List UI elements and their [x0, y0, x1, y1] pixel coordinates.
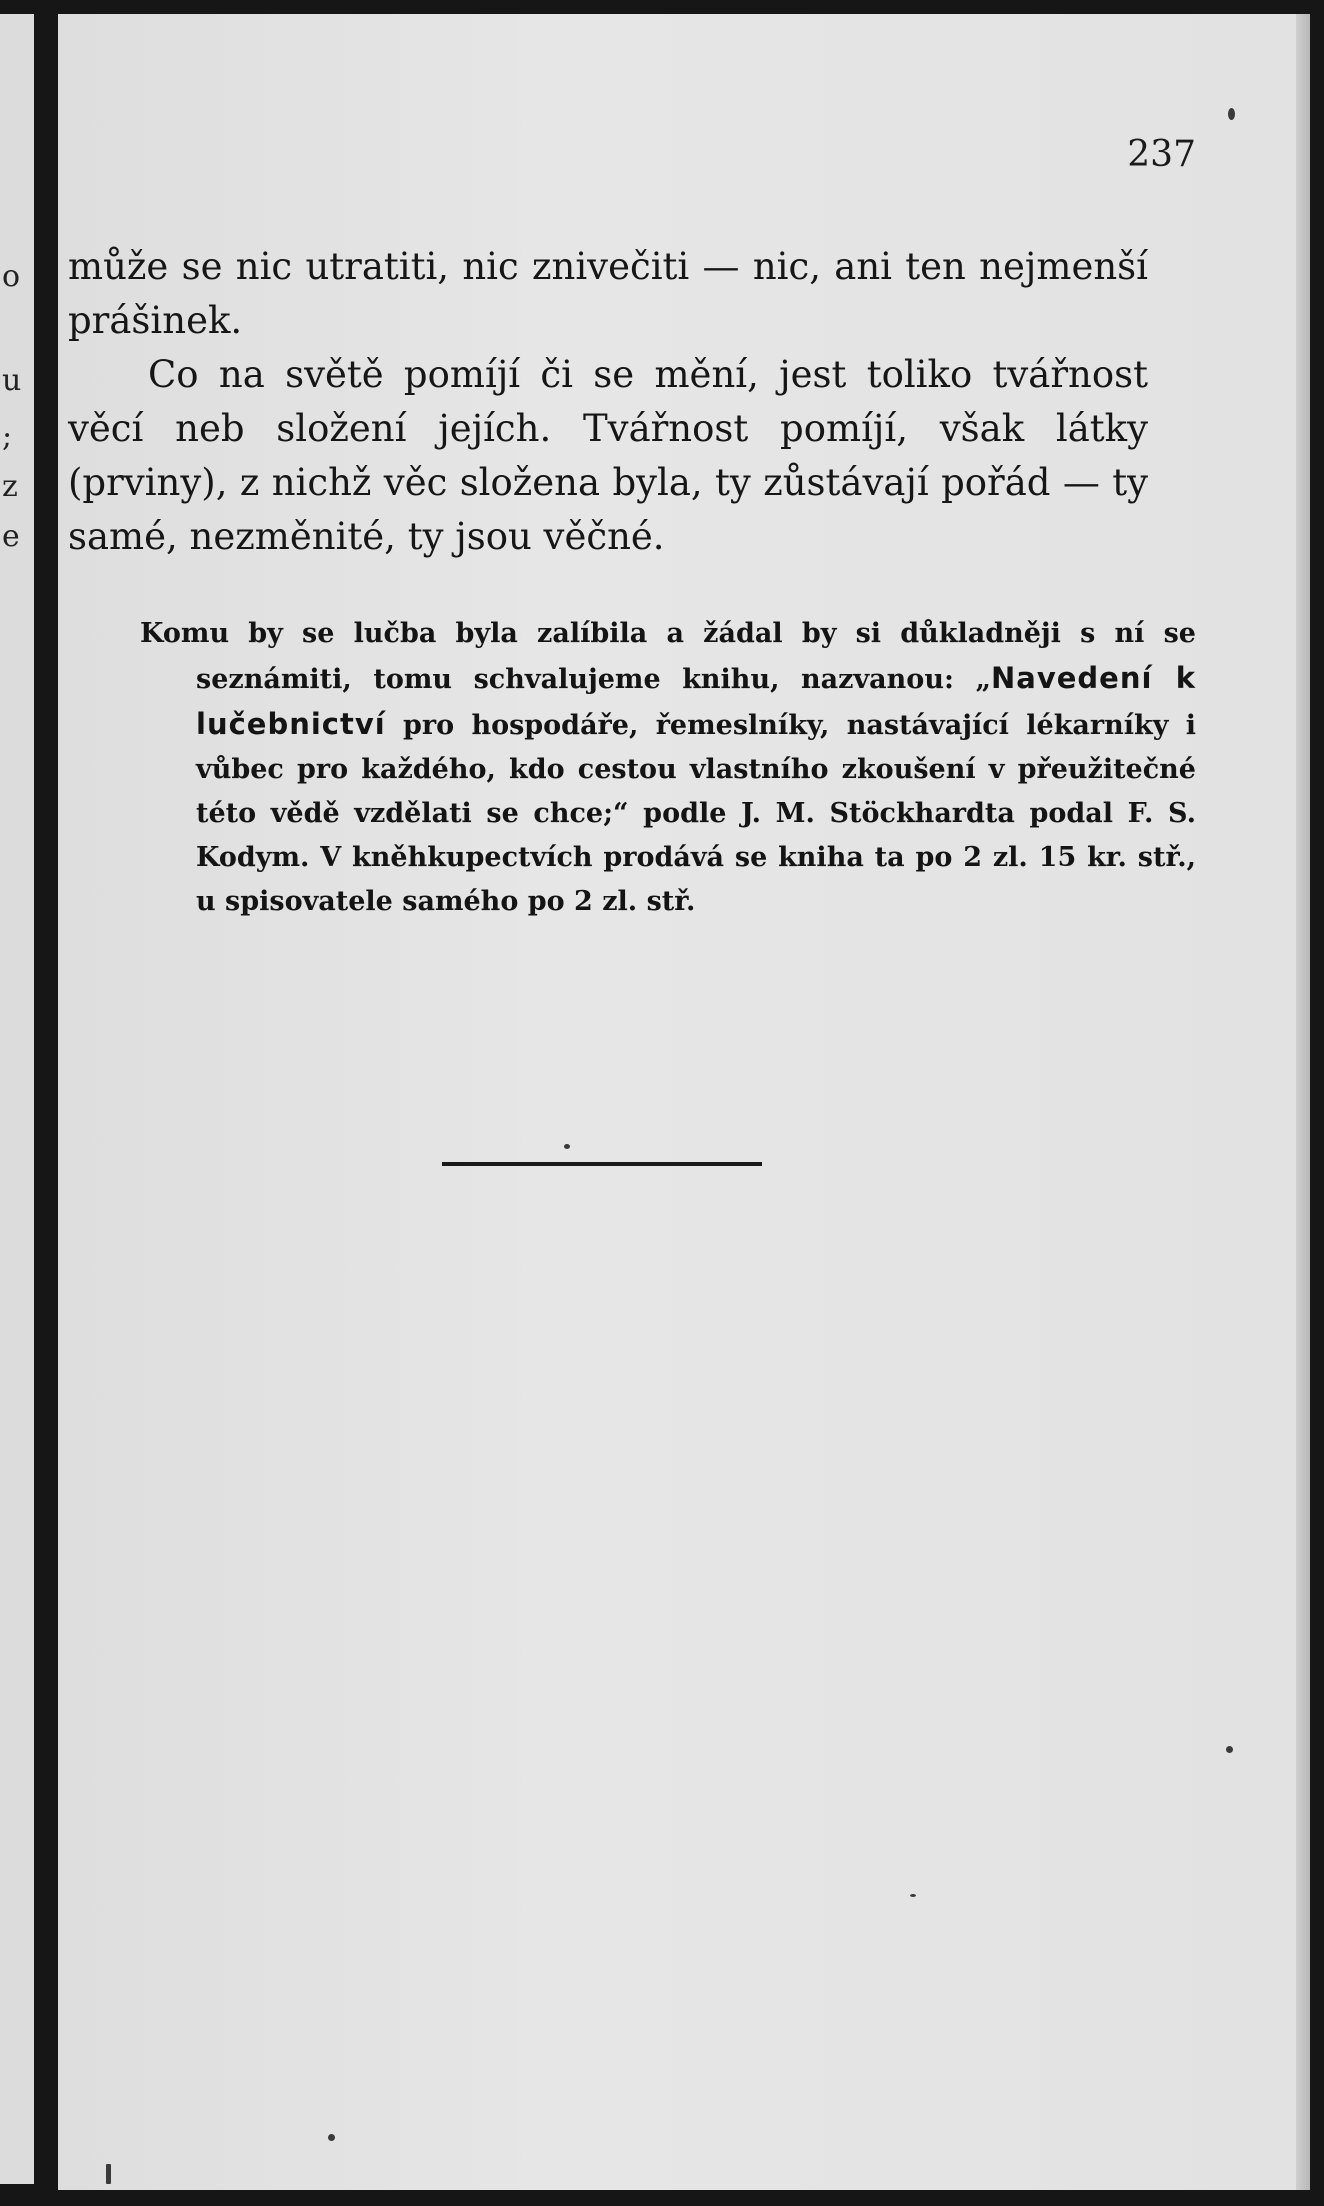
- book-page: [58, 14, 1310, 2190]
- page-number: 237: [1127, 134, 1196, 175]
- previous-page-edge: [0, 14, 34, 2184]
- book-title: Navedení k lučebnictví: [196, 661, 1196, 741]
- notice-text-after: pro hospodáře, řemeslníky, nastávající lékarníky i vůbec pro každého, kdo cestou vlastního zkoušení v přeužitečné této vědě vzdělati se chce;“ podle J. M. Stöckhardta podal F. S. Kodym. V kněhkupectvích prodává se kniha ta po 2 zl. 15 kr. stř., u spisovatele samého po 2 zl. stř.: [196, 710, 1196, 917]
- page-edge-shadow: [1296, 14, 1310, 2190]
- body-text: [68, 240, 1148, 564]
- prev-page-glyph: ;: [2, 419, 13, 454]
- print-speck: [564, 1144, 570, 1149]
- paragraph-continuation: může se nic utratiti, nic znivečiti — nic, ani ten nejmenší prášinek.: [68, 245, 1148, 342]
- notice-text-before: Komu by se lučba byla zalíbila a žádal by si důkladněji s ní se seznámiti, tomu schvalujeme knihu, nazvanou: „: [140, 618, 1196, 695]
- print-speck: [106, 2164, 111, 2184]
- paragraph: Co na světě pomíjí či se mění, jest toliko tvářnost věcí neb složení jejích. Tvářnost pomíjí, však látky (prviny), z nichž věc složena byla, ty zůstávají pořád — ty samé, nezměnité, ty jsou věčné.: [68, 353, 1148, 558]
- prev-page-glyph: e: [2, 519, 20, 554]
- prev-page-glyph: z: [2, 469, 18, 504]
- prev-page-glyph: u: [2, 363, 22, 398]
- print-speck: [1228, 108, 1235, 120]
- prev-page-glyph: o: [2, 259, 21, 294]
- print-speck: [328, 2134, 335, 2141]
- book-recommendation-notice: [140, 612, 1196, 924]
- print-speck: [910, 1894, 916, 1897]
- print-speck: [1226, 1746, 1233, 1753]
- horizontal-rule: [442, 1162, 762, 1166]
